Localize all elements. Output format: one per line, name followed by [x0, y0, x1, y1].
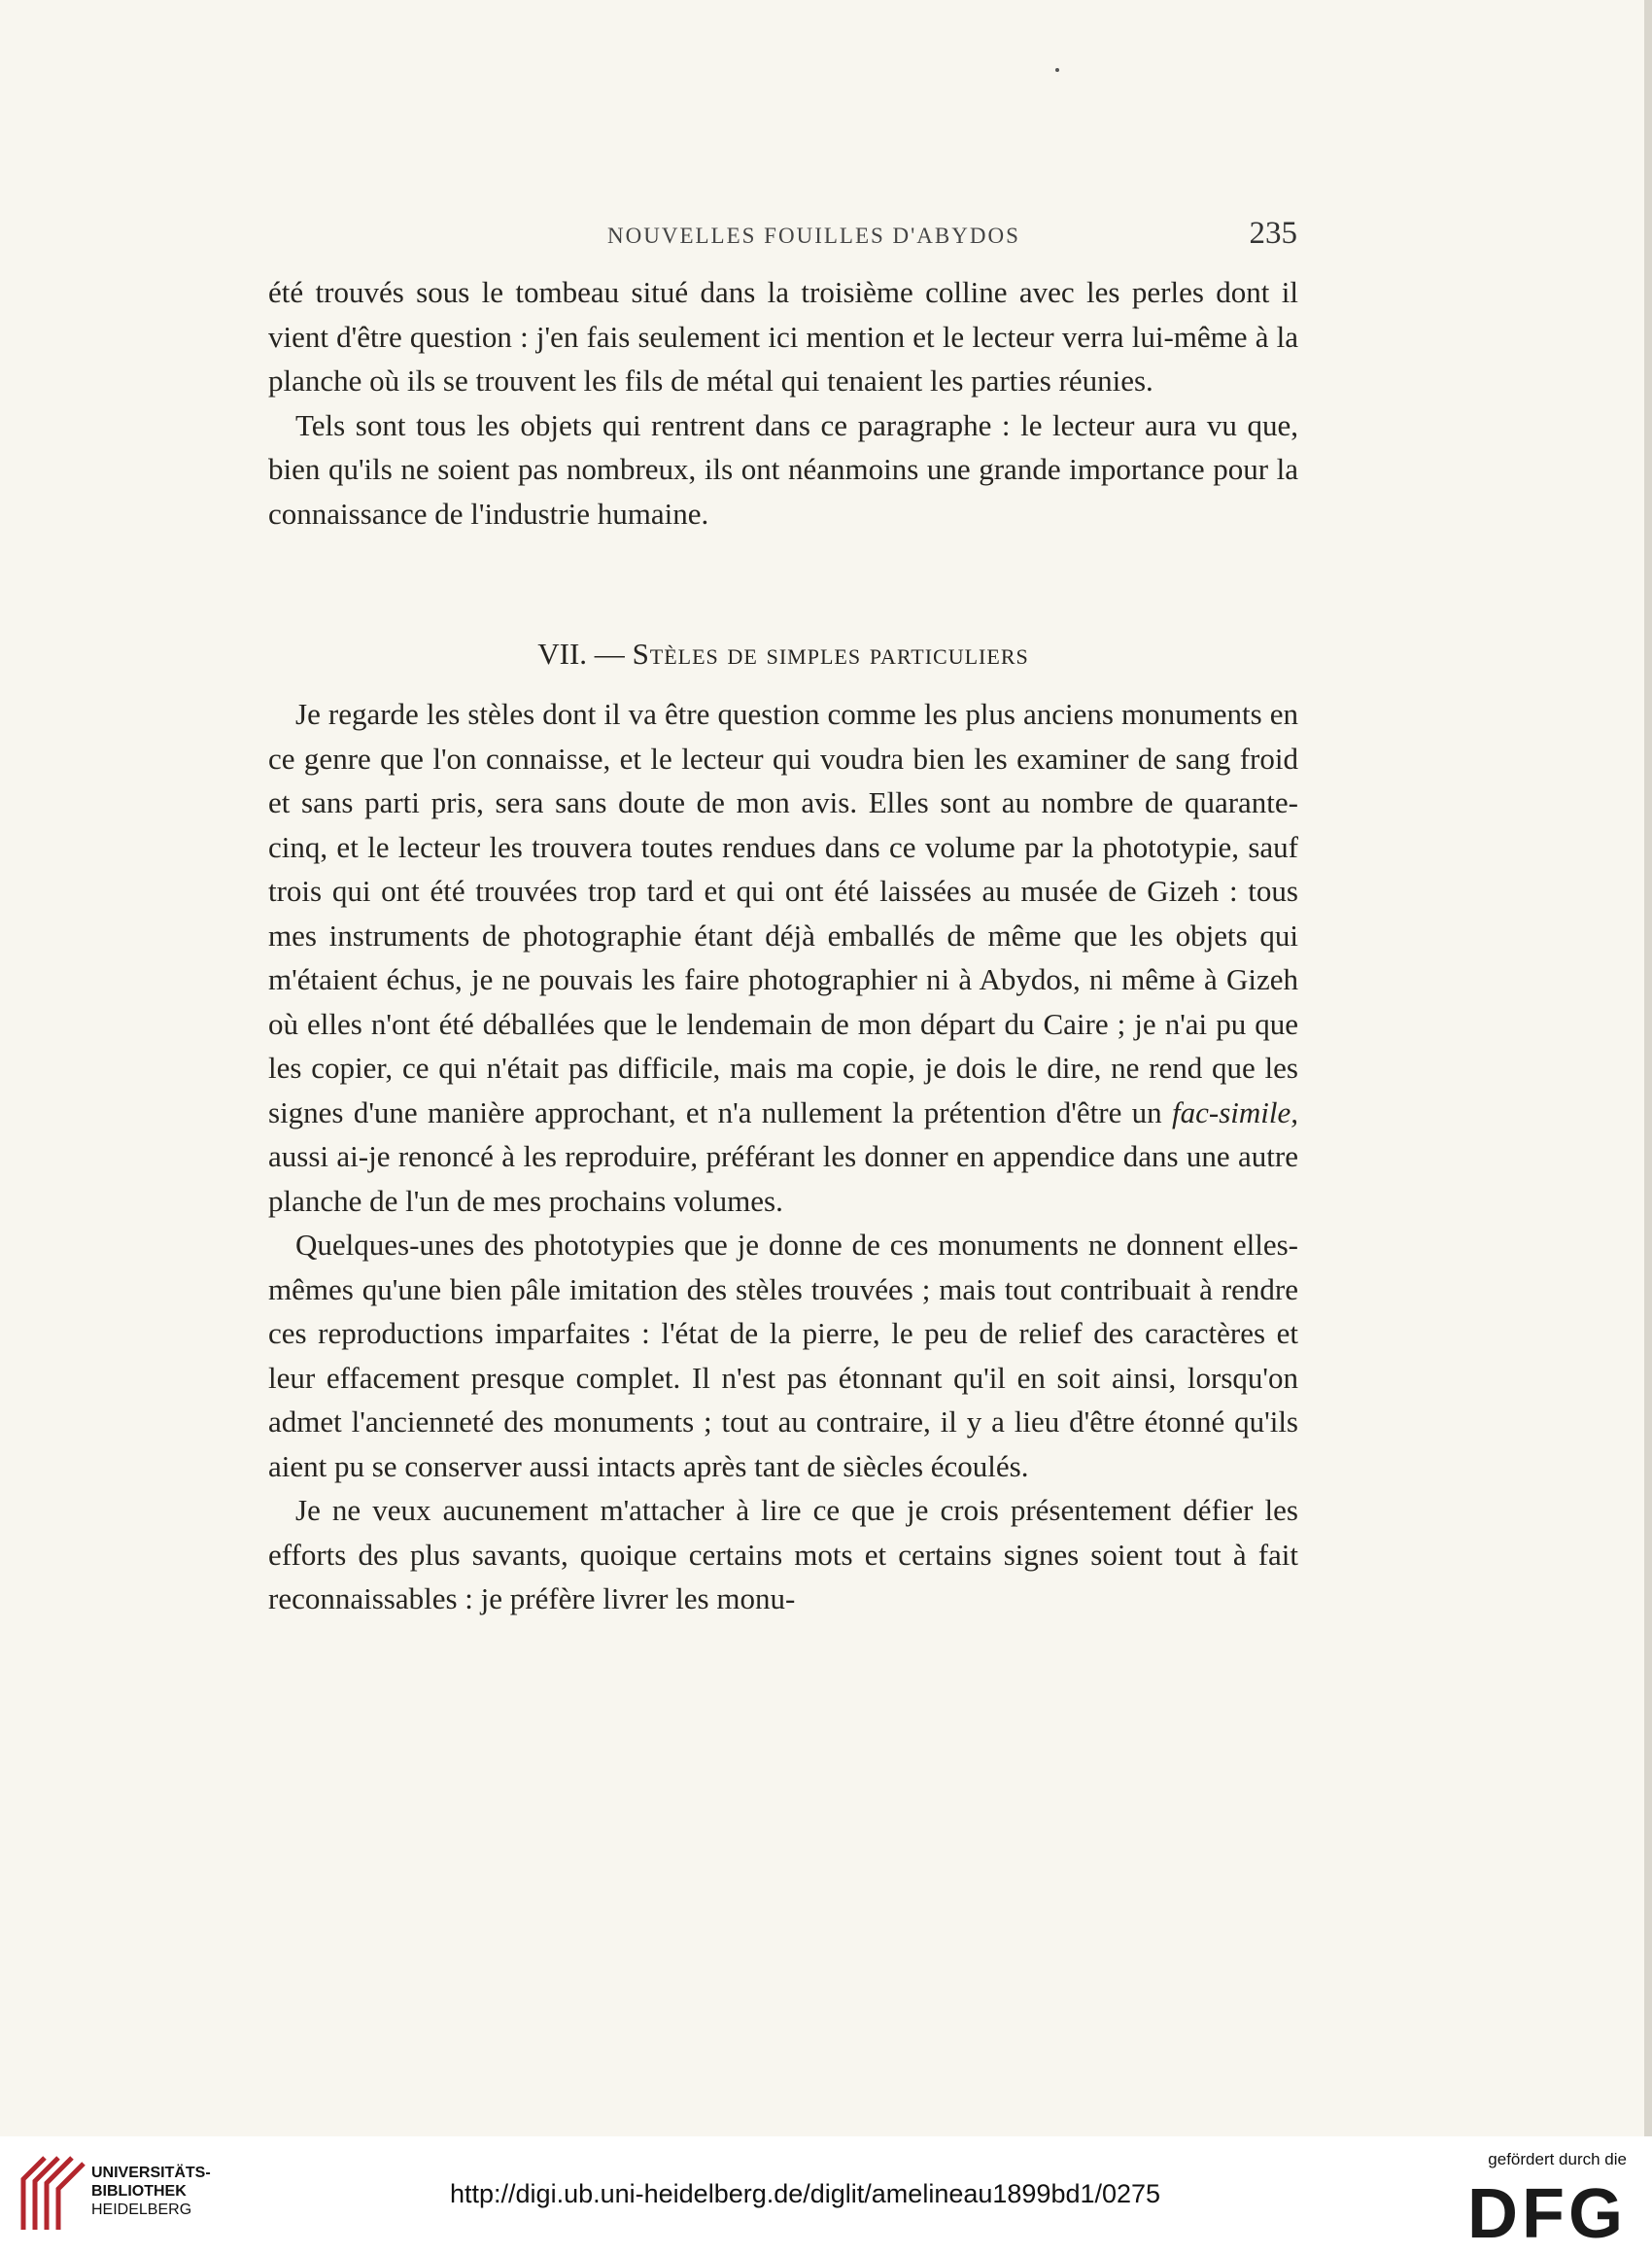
paragraph: Tels sont tous les objets qui rentrent dans ce paragraphe : le lecteur aura vu que, bien qu'ils ne soient pas nombreux, ils ont néanmoins une grande importance pour la connaissance de l'industrie humaine. — [268, 407, 1298, 531]
text-block-section — [268, 692, 1298, 1621]
library-name — [91, 2164, 211, 2219]
library-line: UNIVERSITÄTS- — [91, 2165, 211, 2181]
running-title: NOUVELLES FOUILLES D'ABYDOS — [607, 224, 1020, 248]
permalink-url[interactable]: http://digi.ub.uni-heidelberg.de/diglit/amelineau1899bd1/0275 — [450, 2179, 1161, 2208]
italic-term: fac-simile, — [1172, 1094, 1298, 1129]
paragraph-text: aussi ai-je renoncé à les reproduire, préférant les donner en appendice dans une autre planche de l'un de mes prochains volumes. — [268, 1139, 1298, 1218]
paragraph: Je ne veux aucunement m'attacher à lire ce que je crois présentement défier les efforts des plus savants, quoique certains mots et certains signes soient tout à fait reconnaissables : je préfère livrer les monu- — [268, 1493, 1298, 1615]
page-number: 235 — [1249, 216, 1297, 251]
text-block-continuation — [268, 270, 1298, 536]
section-title: Stèles de simples particuliers — [632, 637, 1029, 671]
paragraph-text: Je regarde les stèles dont il va être question comme les plus anciens monuments en ce genre que l'on connaisse, et le lecteur qui voudra bien les examiner de sang froid et sans parti pris, sera sans doute de mon avis. Elles sont au nombre de quarante-cinq, et le lecteur les trouvera toutes rendues dans ce volume par la phototypie, sauf trois qui ont été trouvées trop tard et qui ont été laissées au musée de Gizeh : tous mes instruments de photographie étant déjà emballés de même que les objets qui m'étaient échus, je ne pouvais les faire photographier ni à Abydos, ni même à Gizeh où elles n'ont été déballées que le lendemain de mon départ du Caire ; je n'ai pu que les copier, ce qui n'était pas difficile, mais ma copie, je dois le dire, ne rend que les signes d'une manière approchant, et n'a nullement la prétention d'être un — [268, 697, 1298, 1129]
paragraph: Quelques-unes des phototypies que je donne de ces monuments ne donnent elles-mêmes qu'une bien pâle imitation des stèles trouvées ; mais tout contribuait à rendre ces reproductions imparfaites : l'état de la pierre, le peu de relief des caractères et leur effacement presque complet. Il n'est pas étonnant qu'il en soit ainsi, lorsqu'on admet l'ancienneté des monuments ; tout au contraire, il y a lieu d'être étonné qu'ils aient pu se conserver aussi intacts après tant de siècles écoulés. — [268, 1228, 1298, 1483]
library-line: HEIDELBERG — [91, 2202, 192, 2218]
section-numeral: VII. — — [537, 637, 625, 671]
ink-speck — [1055, 68, 1059, 72]
library-line: BIBLIOTHEK — [91, 2183, 187, 2200]
section-heading — [268, 637, 1298, 672]
library-logo-icon — [16, 2150, 89, 2237]
funded-by-label: gefördert durch die — [1488, 2150, 1627, 2168]
running-head — [267, 216, 1297, 255]
dfg-logo: DFG — [1467, 2175, 1627, 2253]
paragraph — [268, 692, 1298, 1223]
footer-bar — [0, 2136, 1652, 2254]
paragraph: été trouvés sous le tombeau situé dans la troisième colline avec les perles dont il vient d'être question : j'en fais seulement ici mention et le lecteur verra lui-même à la planche où ils se trouvent les fils de métal qui tenaient les parties réunies. — [268, 275, 1298, 398]
page-edge-shadow — [1644, 0, 1652, 2136]
